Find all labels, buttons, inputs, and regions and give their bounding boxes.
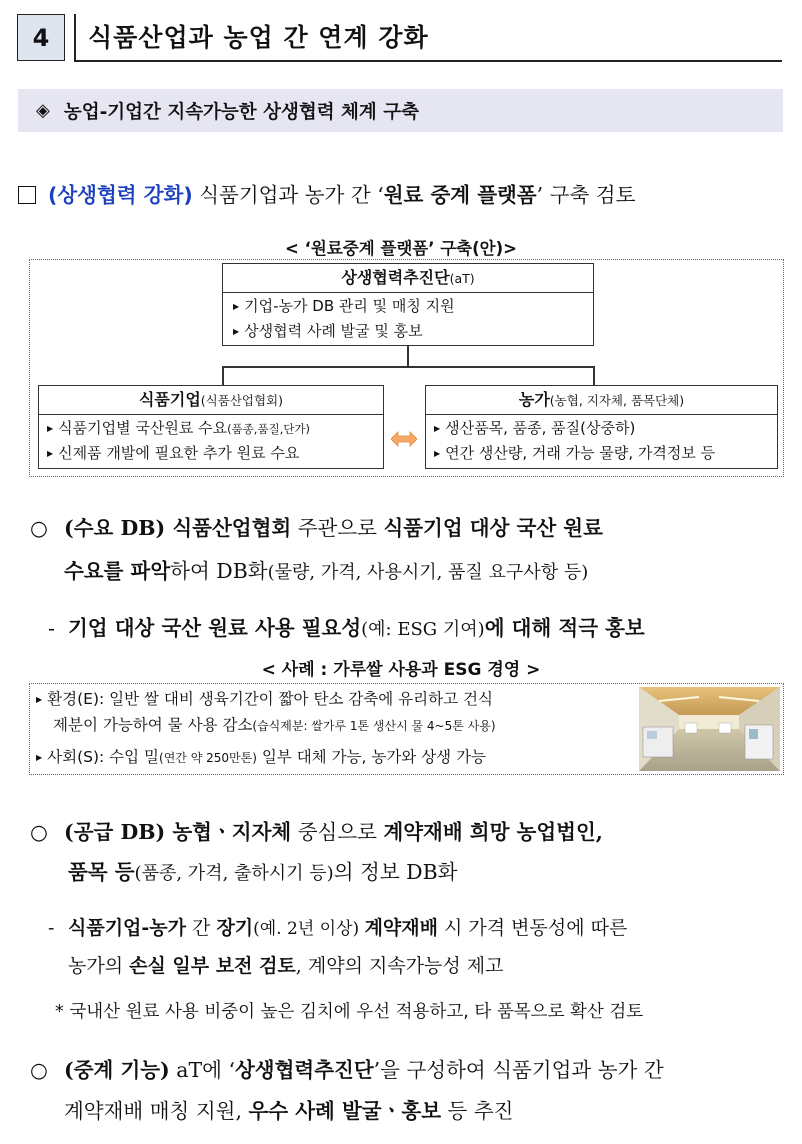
- food-company-title-small: (식품산업협회): [200, 393, 284, 408]
- dash-contract-emphasis: 장기: [216, 917, 254, 939]
- farm-box-header: [426, 386, 777, 415]
- triangle-bullet-icon: ▶: [233, 302, 240, 311]
- bullet-demand-db-cont: [64, 554, 588, 584]
- food-company-title: 식품기업: [138, 390, 201, 409]
- triangle-bullet-icon: ▶: [47, 449, 54, 458]
- diamond-icon: ◈: [36, 100, 50, 121]
- case-line-small: (습식제분: 쌀가루 1톤 생산시 물 4~5톤 사용): [252, 719, 496, 733]
- bullet-matching-cont: [64, 1094, 513, 1124]
- factory-photo: [639, 687, 780, 771]
- header-rule-horizontal: [74, 60, 782, 62]
- bullet-demand-db-text: 주관으로: [291, 516, 384, 540]
- main-point-tag: (상생협력 강화): [48, 183, 193, 207]
- double-arrow-icon: [391, 429, 417, 449]
- dash-contract-text: 간: [186, 917, 217, 939]
- main-point-text-c: ’ 구축 검토: [536, 183, 636, 207]
- section-title: 식품산업과 농업 간 연계 강화: [88, 23, 429, 52]
- dash-contract-text: 농가의: [68, 955, 130, 977]
- center-box-title: 상생협력추진단: [341, 268, 450, 287]
- circle-bullet-icon: ○: [30, 820, 48, 844]
- bullet-supply-db: [30, 815, 603, 845]
- dash-contract-text: , 계약의 지속가능성 제고: [295, 955, 504, 977]
- case-line-environment: [36, 687, 493, 709]
- triangle-bullet-icon: ▶: [36, 753, 43, 762]
- case-line-environment-cont: [53, 713, 496, 735]
- section-number-box: [17, 14, 65, 61]
- main-point: [18, 178, 635, 208]
- bullet-demand-db-emphasis: 수요를 파악: [64, 559, 171, 583]
- bullet-matching-label: (중계 기능): [64, 1058, 170, 1082]
- dash-bullet-icon: -: [48, 616, 55, 640]
- bullet-supply-db-paren: (품종, 가격, 출하시기 등): [134, 863, 334, 884]
- connector-line: [593, 366, 595, 385]
- triangle-bullet-icon: ▶: [36, 695, 43, 704]
- center-box-item: [223, 319, 593, 344]
- farm-box-item: [426, 416, 777, 441]
- farm-box-title: 농가: [518, 390, 550, 409]
- triangle-bullet-icon: ▶: [434, 424, 441, 433]
- dash-contract-text: 시 가격 변동성에 따른: [437, 917, 628, 939]
- bullet-matching-text: 등 추진: [441, 1099, 514, 1123]
- dash-contract-farming-cont: [68, 951, 504, 978]
- farm-box-item: [426, 441, 777, 466]
- header-rule-vertical: [74, 14, 76, 61]
- farm-box-item-text: 연간 생산량, 거래 가능 물량, 가격정보 등: [445, 444, 716, 462]
- subheading-text: 농업-기업간 지속가능한 상생협력 체계 구축: [63, 101, 419, 123]
- triangle-bullet-icon: ▶: [434, 449, 441, 458]
- bullet-matching-text: 계약재배 매칭 지원,: [64, 1099, 249, 1123]
- dash-esg-emphasis: 에 대해 적극 홍보: [484, 616, 645, 640]
- bullet-demand-db-text: 하여 DB화: [170, 559, 268, 583]
- food-company-item-small: (품종,품질,단가): [227, 422, 311, 436]
- food-company-box: [38, 385, 384, 469]
- center-box-title-small: (aT): [449, 271, 475, 286]
- case-line-social: [36, 745, 486, 767]
- dash-contract-emphasis: 식품기업-농가: [68, 917, 187, 939]
- bullet-supply-db-emphasis: 품목 등: [68, 860, 135, 884]
- farm-box: [425, 385, 778, 469]
- food-company-item: [39, 441, 383, 466]
- checkbox-icon: [18, 186, 36, 204]
- case-line-small: (연간 약 250만톤): [159, 751, 257, 765]
- food-company-item-text: 식품기업별 국산원료 수요: [58, 419, 228, 437]
- section-number: 4: [32, 23, 50, 52]
- case-line-text: 사회(S): 수입 밀: [47, 748, 160, 766]
- center-box: [222, 263, 594, 346]
- bullet-supply-db-text: 의 정보 DB화: [333, 860, 458, 884]
- bullet-matching: [30, 1053, 664, 1083]
- center-box-item: [223, 294, 593, 319]
- triangle-bullet-icon: ▶: [233, 327, 240, 336]
- dash-contract-emphasis: 계약재배: [364, 917, 438, 939]
- food-company-item: [39, 416, 383, 441]
- dash-contract-farming: [48, 913, 627, 940]
- bullet-matching-text: ’을 구성하여 식품기업과 농가 간: [373, 1058, 664, 1082]
- bullet-supply-db-label: (공급 DB) 농협ㆍ지자체: [64, 820, 292, 844]
- bullet-matching-emphasis: 상생협력추진단: [235, 1058, 374, 1082]
- center-box-item-text: 상생협력 사례 발굴 및 홍보: [244, 322, 423, 340]
- circle-bullet-icon: ○: [30, 1058, 48, 1082]
- dash-bullet-icon: -: [48, 917, 55, 939]
- center-box-item-text: 기업-농가 DB 관리 및 매칭 지원: [244, 297, 455, 315]
- diagram-title: < ‘원료중계 플랫폼’ 구축(안)>: [285, 239, 517, 258]
- farm-box-item-text: 생산품목, 품종, 품질(상중하): [445, 419, 636, 437]
- dash-esg-paren: (예: ESG 기여): [361, 619, 485, 640]
- connector-line: [222, 366, 595, 368]
- bullet-demand-db-emphasis: 식품기업 대상 국산 원료: [383, 516, 603, 540]
- case-line-text: 제분이 가능하여 물 사용 감소: [53, 716, 253, 734]
- connector-line: [407, 346, 409, 366]
- dash-esg-emphasis: 기업 대상 국산 원료 사용 필요성: [68, 616, 362, 640]
- main-point-text-a: 식품기업과 농가 간 ‘: [192, 183, 384, 207]
- center-box-header: [223, 264, 593, 293]
- bullet-demand-db: [30, 511, 603, 541]
- main-point-emphasis: 원료 중계 플랫폼: [383, 183, 537, 207]
- dash-contract-emphasis: 손실 일부 보전 검토: [129, 955, 296, 977]
- dash-esg-promotion: [48, 611, 645, 641]
- connector-line: [222, 366, 224, 385]
- bullet-supply-db-text: 중심으로: [291, 820, 384, 844]
- bullet-matching-text: aT에 ‘: [169, 1058, 235, 1082]
- footnote-kimchi: * 국내산 원료 사용 비중이 높은 김치에 우선 적용하고, 타 품목으로 확산 검토: [55, 1002, 644, 1022]
- bullet-supply-db-cont: [68, 855, 457, 885]
- bullet-demand-db-paren: (물량, 가격, 사용시기, 품질 요구사항 등): [267, 562, 589, 583]
- subheading-band: [18, 89, 783, 132]
- food-company-header: [39, 386, 383, 415]
- bullet-matching-emphasis: 우수 사례 발굴ㆍ홍보: [248, 1099, 442, 1123]
- circle-bullet-icon: ○: [30, 516, 48, 540]
- case-line-text: 환경(E): 일반 쌀 대비 생육기간이 짧아 탄소 감축에 유리하고 건식: [47, 690, 493, 708]
- case-title: < 사례 : 가루쌀 사용과 ESG 경영 >: [261, 660, 541, 680]
- bullet-supply-db-emphasis: 계약재배 희망 농업법인,: [383, 820, 603, 844]
- triangle-bullet-icon: ▶: [47, 424, 54, 433]
- bullet-demand-db-label: (수요 DB) 식품산업협회: [64, 516, 292, 540]
- case-line-text: 일부 대체 가능, 농가와 상생 가능: [256, 748, 487, 766]
- dash-contract-paren: (예. 2년 이상): [253, 919, 365, 939]
- food-company-item-text: 신제품 개발에 필요한 추가 원료 수요: [58, 444, 300, 462]
- farm-box-title-small: (농협, 지자체, 품목단체): [549, 393, 685, 408]
